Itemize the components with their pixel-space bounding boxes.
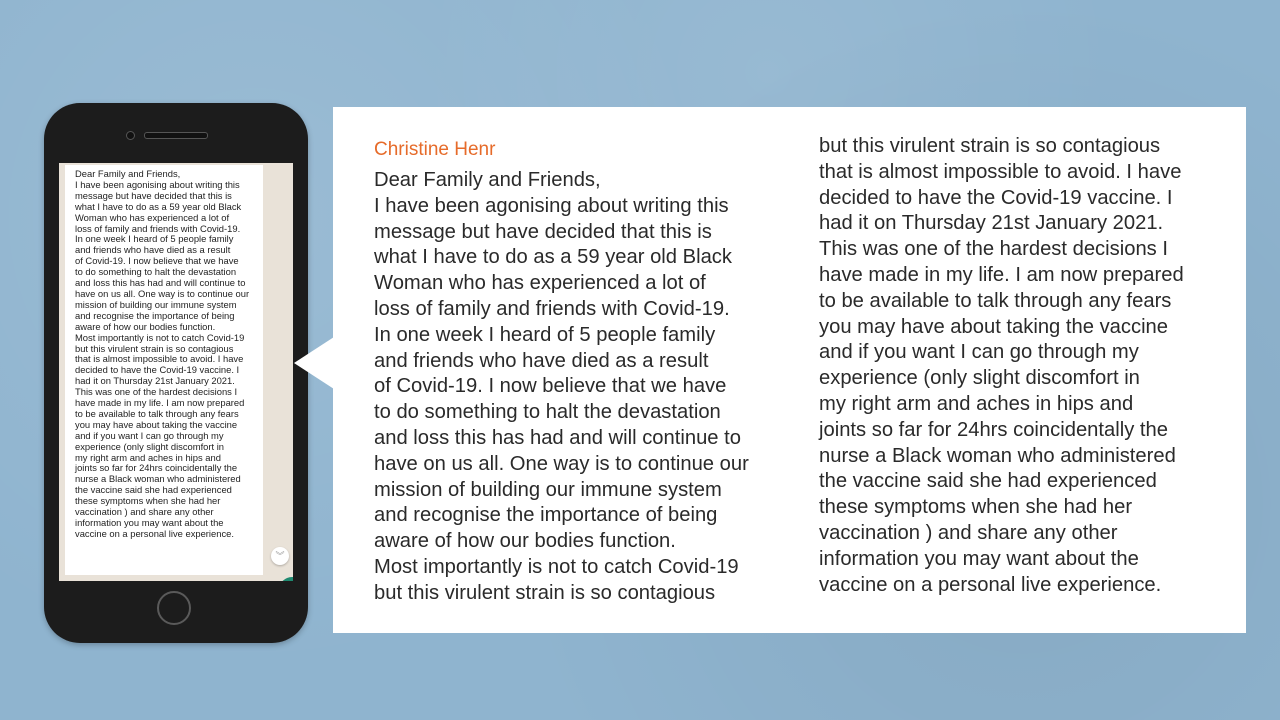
speaker-grille xyxy=(144,132,208,139)
zoomed-message-panel xyxy=(333,107,1246,633)
phone-mockup xyxy=(44,103,308,643)
chat-message-bubble xyxy=(65,165,263,575)
message-column-left: Dear Family and Friends, I have been agonising about writing this message but have decided that this is what I have to do as a 59 year old Black Woman who has experienced a lot of loss of family and friends with Covid-19. In one week I heard of 5 people family and friends who have died as a result of Covid-19. I now believe that we have to do something to halt the devastation and loss this has had and will continue to have on us all. One way is to continue our mission of building our immune system and recognise the importance of being aware of how our bodies function. Most importantly is not to catch Covid-19 but this virulent strain is so contagious xyxy=(374,169,749,604)
sender-name: Christine Henr xyxy=(374,139,496,160)
camera-icon xyxy=(126,131,135,140)
message-column-right: but this virulent strain is so contagious that is almost impossible to avoid. I have decided to have the Covid-19 vaccine. I had it on Thursday 21st January 2021. This was one of the hardest decisions I have made in my life. I am now prepared to be available to talk through any fears you may have about taking the vaccine and if you want I can go through my experience (only slight discomfort in my right arm and aches in hips and joints so far for 24hrs coincidentally the nurse a Black woman who administered the vaccine said she had experienced these symptoms when she had her vaccination ) and share any other information you may want about the vaccine on a personal live experience. xyxy=(819,135,1184,596)
callout-pointer xyxy=(294,337,334,389)
phone-screen xyxy=(59,163,293,581)
home-button[interactable] xyxy=(157,591,191,625)
chat-message-text: Dear Family and Friends, I have been agonising about writing this message but have decided that this is what I have to do as a 59 year old Black Woman who has experienced a lot of loss of family and friends with Covid-19. In one week I heard of 5 people family and friends who have died as a result of Covid-19. I now believe that we have to do something to halt the devastation and loss this has had and will continue to have on us all. One way is to continue our mission of building our immune system and recognise the importance of being aware of how our bodies function. Most importantly is not to catch Covid-19 but this virulent strain is so contagious that is almost impossible to avoid. I have decided to have the Covid-19 vaccine. I had it on Thursday 21st January 2021. This was one of the hardest decisions I have made in my life. I am now prepared to be available to talk through any fears you may have about taking the vaccine and if you want I can go through my experience (only slight discomfort in my right arm and aches in hips and joints so far for 24hrs coincidentally the nurse a Black woman who administered the vaccine said she had experienced these symptoms when she had her vaccination ) and share any other information you may want about the vaccine on a personal live experience. xyxy=(75,168,250,539)
action-button[interactable] xyxy=(279,577,293,581)
double-chevron-down-icon[interactable]: ︾ xyxy=(271,547,289,565)
